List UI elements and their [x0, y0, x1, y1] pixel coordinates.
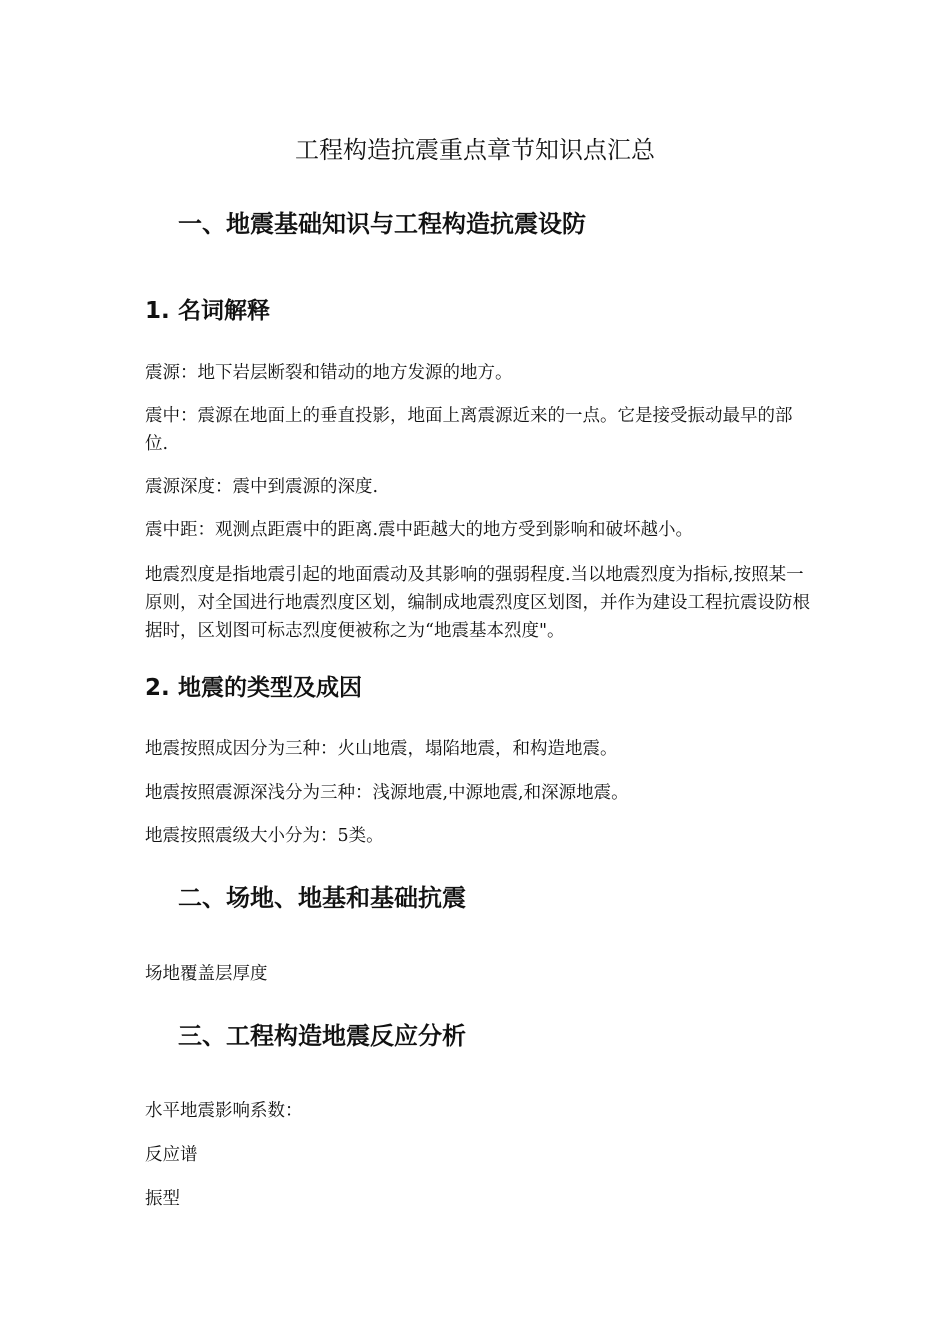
paragraph: 反应谱	[145, 1145, 198, 1165]
paragraph: 震源：地下岩层断裂和错动的地方发源的地方。	[145, 363, 513, 383]
paragraph: 地震按照成因分为三种：火山地震，塌陷地震，和构造地震。	[145, 739, 618, 759]
subsection-title: 地震的类型及成因	[178, 675, 362, 701]
paragraph: 震源深度：震中到震源的深度.	[145, 477, 379, 497]
subsection-number: 2.	[145, 675, 170, 701]
paragraph: 振型	[145, 1189, 180, 1209]
subsection-heading-1	[145, 294, 270, 328]
paragraph: 场地覆盖层厚度	[145, 964, 268, 984]
section-heading-2: 二、场地、地基和基础抗震	[178, 884, 466, 912]
subsection-number: 1.	[145, 298, 170, 324]
paragraph: 地震烈度是指地震引起的地面震动及其影响的强弱程度.当以地震烈度为指标,按照某一原则，对全国进行地震烈度区划，编制成地震烈度区划图，并作为建设工程抗震设防根据时，区划图可标志烈度便被称之为“地震基本烈度"。	[145, 565, 810, 641]
paragraph: 震中距：观测点距震中的距离.震中距越大的地方受到影响和破坏越小。	[145, 520, 694, 540]
paragraph: 水平地震影响系数：	[145, 1101, 303, 1121]
paragraph: 地震按照震级大小分为：5类。	[145, 826, 384, 846]
paragraph: 地震按照震源深浅分为三种：浅源地震,中源地震,和深源地震。	[145, 783, 629, 803]
subsection-heading-2	[145, 671, 362, 705]
subsection-title: 名词解释	[178, 298, 270, 324]
section-heading-1: 一、地震基础知识与工程构造抗震设防	[178, 210, 586, 238]
section-heading-3: 三、工程构造地震反应分析	[178, 1022, 466, 1050]
document-title: 工程构造抗震重点章节知识点汇总	[295, 136, 655, 164]
paragraph: 震中：震源在地面上的垂直投影，地面上离震源近来的一点。它是接受振动最早的部位.	[145, 406, 793, 454]
